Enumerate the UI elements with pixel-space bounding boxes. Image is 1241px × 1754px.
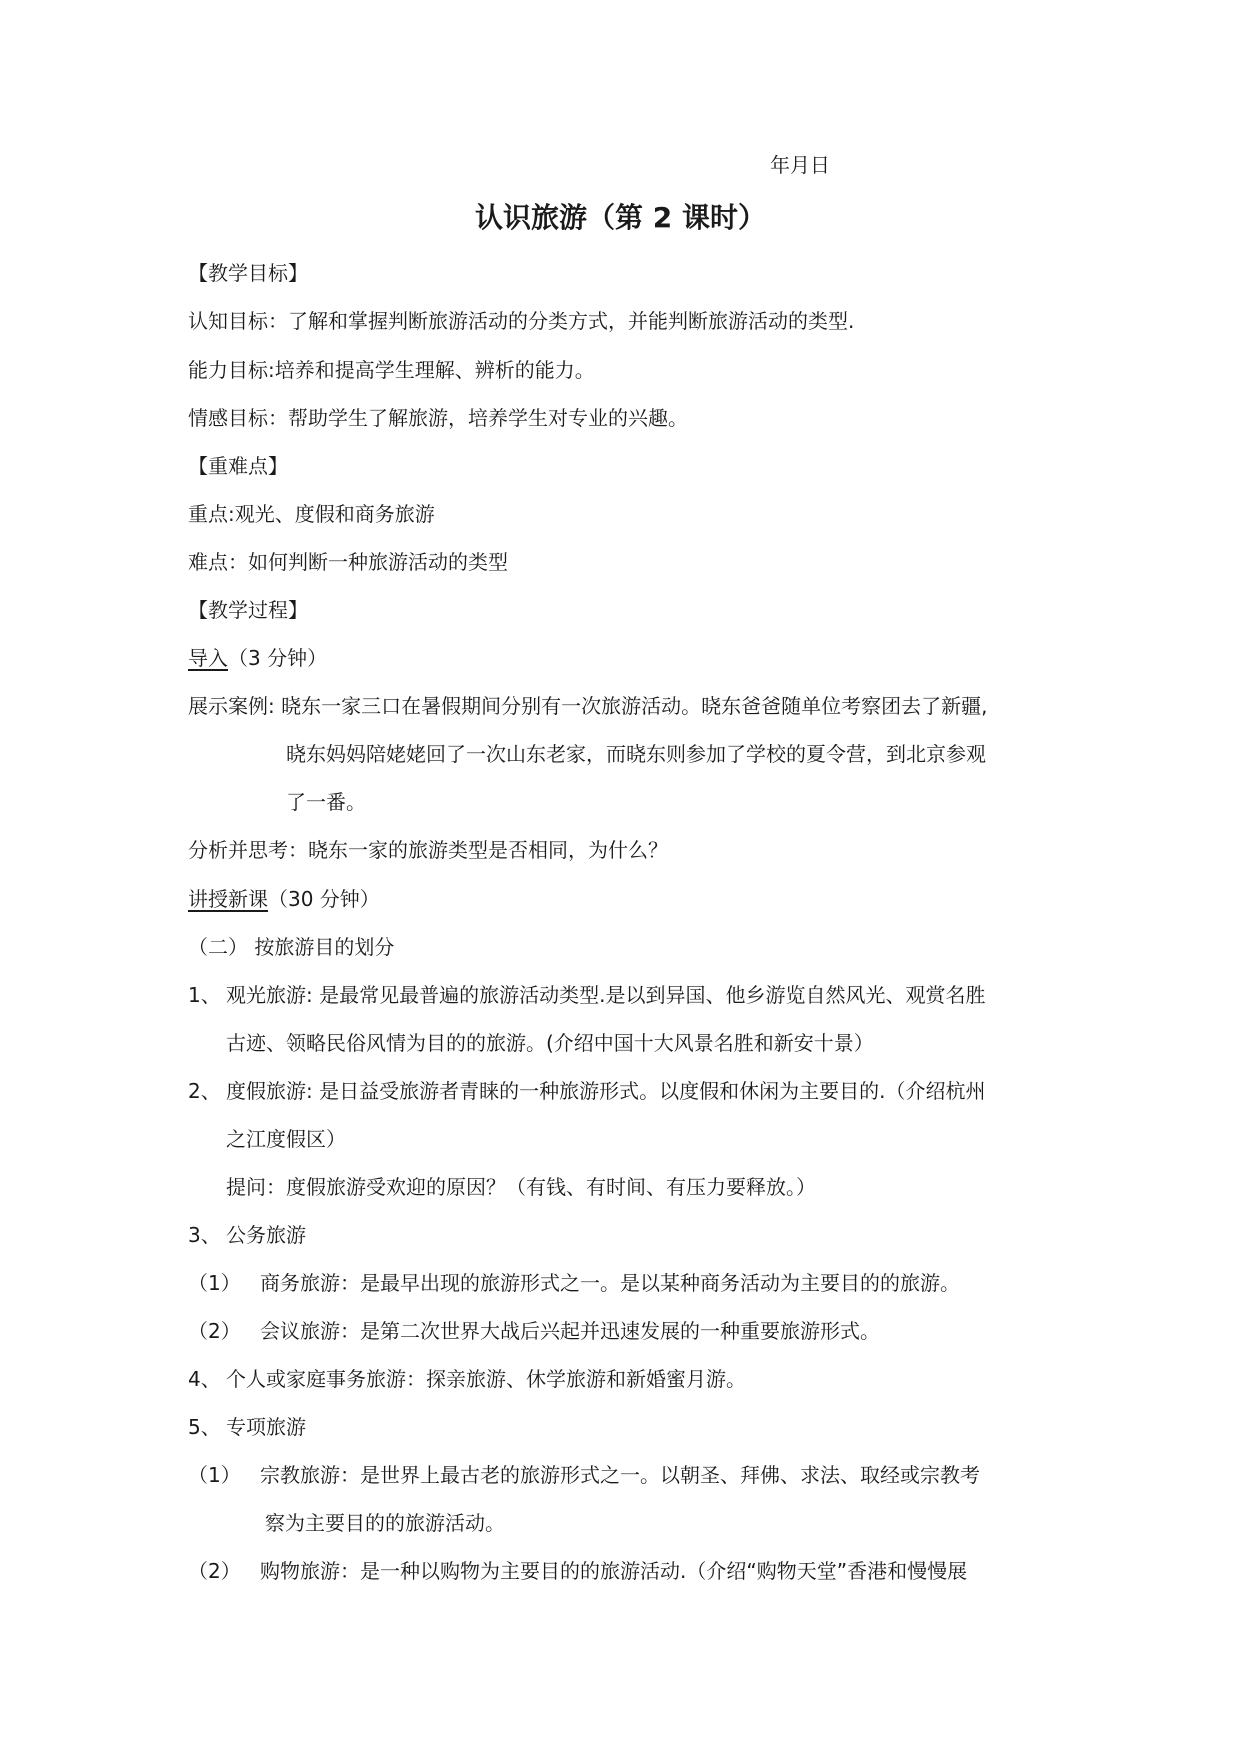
keypoints-heading: 【重难点】	[188, 454, 288, 478]
item-number: 2、	[188, 1079, 221, 1103]
sub-list-item	[188, 1268, 960, 1298]
intro-label: 导入	[188, 646, 228, 670]
ability-objective: 能力目标:培养和提高学生理解、辨析的能力。	[188, 358, 595, 382]
case-line-2: 晓东妈妈陪姥姥回了一次山东老家，而晓东则参加了学校的夏令营，到北京参观	[286, 742, 986, 766]
item-continuation: 之江度假区）	[226, 1127, 346, 1151]
sub-list-item	[188, 1460, 980, 1490]
analysis-question: 分析并思考：晓东一家的旅游类型是否相同，为什么？	[188, 838, 668, 862]
item-text: 个人或家庭事务旅游：探亲旅游、休学旅游和新婚蜜月游。	[226, 1367, 746, 1391]
date-line: 年月日	[770, 153, 830, 177]
process-heading: 【教学过程】	[188, 598, 308, 622]
list-item	[188, 1364, 746, 1394]
item-text: 观光旅游: 是最常见最普遍的旅游活动类型.是以到异国、他乡游览自然风光、观赏名胜	[226, 983, 986, 1007]
section-heading: （二） 按旅游目的划分	[188, 935, 395, 959]
sub-item-number: （1）	[188, 1463, 241, 1487]
sub-list-item	[188, 1556, 967, 1586]
list-item	[188, 1220, 306, 1250]
sub-item-text: 购物旅游：是一种以购物为主要目的的旅游活动.（介绍“购物天堂”香港和慢慢展	[260, 1559, 968, 1583]
item-question: 提问：度假旅游受欢迎的原因？（有钱、有时间、有压力要释放。）	[226, 1175, 816, 1199]
list-item	[188, 1076, 985, 1106]
item-text: 公务旅游	[226, 1223, 306, 1247]
new-lesson-line	[188, 884, 380, 914]
sub-item-number: （2）	[188, 1559, 241, 1583]
sub-item-number: （1）	[188, 1271, 241, 1295]
item-continuation: 古迹、领略民俗风情为目的的旅游。(介绍中国十大风景名胜和新安十景）	[226, 1031, 874, 1055]
sub-list-item	[188, 1316, 880, 1346]
page-title: 认识旅游（第 2 课时）	[475, 201, 766, 234]
sub-item-number: （2）	[188, 1319, 241, 1343]
case-line-3: 了一番。	[286, 790, 366, 814]
new-lesson-label: 讲授新课	[188, 887, 268, 911]
intro-line	[188, 643, 327, 673]
cognitive-objective: 认知目标：了解和掌握判断旅游活动的分类方式，并能判断旅游活动的类型.	[188, 309, 855, 333]
key-point: 重点:观光、度假和商务旅游	[188, 502, 435, 526]
intro-time: （3 分钟）	[228, 646, 328, 670]
list-item	[188, 980, 985, 1010]
item-number: 1、	[188, 983, 221, 1007]
emotion-objective: 情感目标：帮助学生了解旅游，培养学生对专业的兴趣。	[188, 406, 688, 430]
item-text: 专项旅游	[226, 1415, 306, 1439]
sub-item-text: 宗教旅游：是世界上最古老的旅游形式之一。以朝圣、拜佛、求法、取经或宗教考	[260, 1463, 980, 1487]
objectives-heading: 【教学目标】	[188, 261, 308, 285]
item-number: 4、	[188, 1367, 221, 1391]
list-item	[188, 1412, 306, 1442]
item-number: 3、	[188, 1223, 221, 1247]
new-lesson-time: （30 分钟）	[268, 887, 380, 911]
item-text: 度假旅游: 是日益受旅游者青睐的一种旅游形式。以度假和休闲为主要目的.（介绍杭州	[226, 1079, 986, 1103]
case-line-1: 展示案例: 晓东一家三口在暑假期间分别有一次旅游活动。晓东爸爸随单位考察团去了新疆,	[188, 694, 988, 718]
sub-item-text: 商务旅游：是最早出现的旅游形式之一。是以某种商务活动为主要目的的旅游。	[260, 1271, 960, 1295]
sub-item-continuation: 察为主要目的的旅游活动。	[265, 1511, 505, 1535]
item-number: 5、	[188, 1415, 221, 1439]
sub-item-text: 会议旅游：是第二次世界大战后兴起并迅速发展的一种重要旅游形式。	[260, 1319, 880, 1343]
difficulty-point: 难点：如何判断一种旅游活动的类型	[188, 550, 508, 574]
